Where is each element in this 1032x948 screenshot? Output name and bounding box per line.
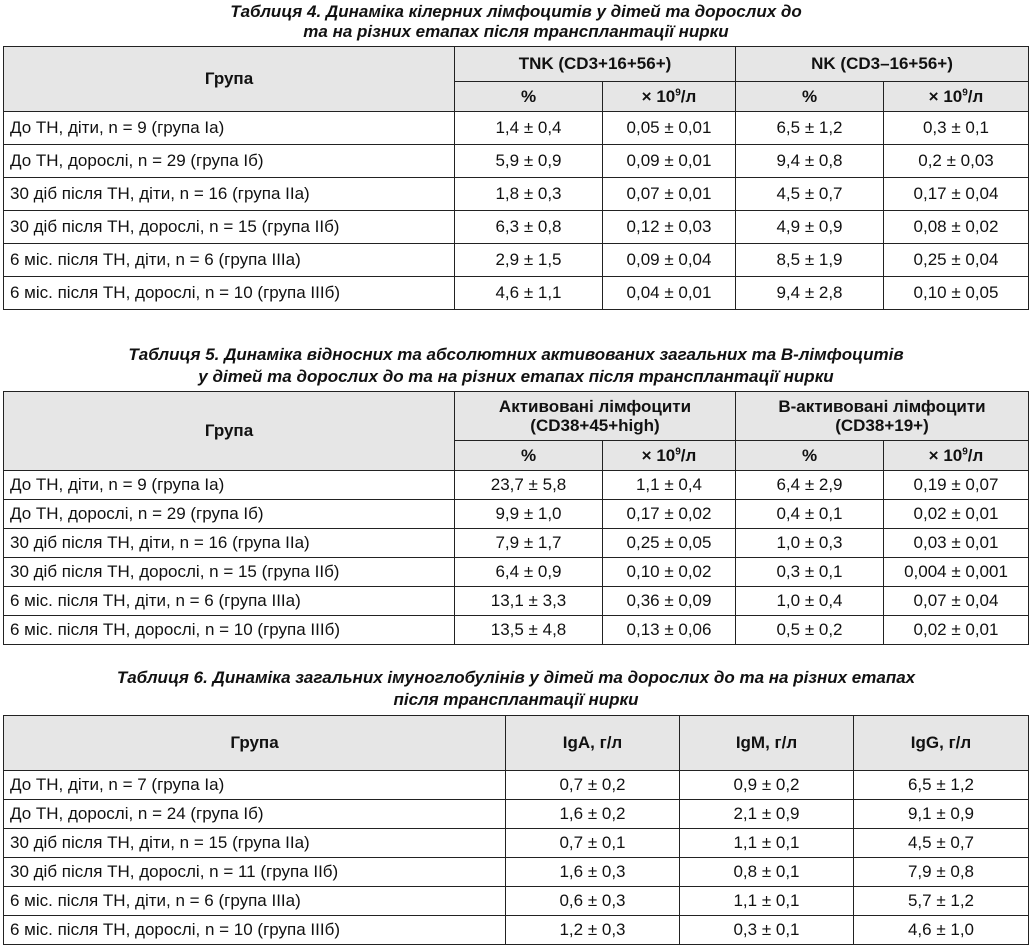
- table4-unit-abs: × $10^9/л$: [603, 82, 736, 112]
- value-cell: 0,19 ± 0,07: [884, 471, 1029, 500]
- value-cell: 23,7 ± 5,8: [455, 471, 603, 500]
- table5-caption-line1: Таблиця 5. Динаміка відносних та абсолютних активованих загальних та В-лімфоцитів: [128, 345, 904, 364]
- value-cell: 0,17 ± 0,04: [884, 178, 1029, 211]
- value-cell: 0,07 ± 0,01: [603, 178, 736, 211]
- group-cell: До ТН, дорослі, n = 29 (група Іб): [4, 145, 455, 178]
- value-cell: 1,2 ± 0,3: [506, 916, 680, 945]
- value-cell: 9,4 ± 2,8: [736, 277, 884, 310]
- value-cell: 4,6 ± 1,1: [455, 277, 603, 310]
- value-cell: 6,4 ± 2,9: [736, 471, 884, 500]
- value-cell: 0,7 ± 0,1: [506, 829, 680, 858]
- group-cell: До ТН, дорослі, n = 29 (група Іб): [4, 500, 455, 529]
- value-cell: 0,10 ± 0,05: [884, 277, 1029, 310]
- table4: [3, 46, 1029, 310]
- table-row: [4, 178, 1029, 211]
- value-cell: 1,6 ± 0,3: [506, 858, 680, 887]
- table5-col-activated: [455, 392, 736, 441]
- table5-caption-line2: у дітей та дорослих до та на різних етапах після трансплантації нирки: [198, 367, 834, 386]
- table5-unit-abs: × $10^9/л$: [884, 441, 1029, 471]
- table4-unit-pct: %: [736, 82, 884, 112]
- value-cell: 0,3 ± 0,1: [884, 112, 1029, 145]
- table5: [3, 391, 1029, 645]
- value-cell: 0,13 ± 0,06: [603, 616, 736, 645]
- value-cell: 1,0 ± 0,4: [736, 587, 884, 616]
- table4-group-header: Група: [4, 47, 455, 112]
- value-cell: 0,17 ± 0,02: [603, 500, 736, 529]
- table-row: [4, 500, 1029, 529]
- table6-col-iga: IgA, г/л: [506, 716, 680, 771]
- value-cell: 0,9 ± 0,2: [680, 771, 854, 800]
- value-cell: 7,9 ± 0,8: [854, 858, 1029, 887]
- value-cell: 0,12 ± 0,03: [603, 211, 736, 244]
- value-cell: 0,7 ± 0,2: [506, 771, 680, 800]
- value-cell: 0,5 ± 0,2: [736, 616, 884, 645]
- group-cell: До ТН, дорослі, n = 24 (група Іб): [4, 800, 506, 829]
- table-row: [4, 829, 1029, 858]
- table6-caption-line1: Таблиця 6. Динаміка загальних імуноглобулінів у дітей та дорослих до та на різних етапах: [116, 668, 916, 687]
- group-cell: 30 діб після ТН, діти, n = 15 (група ІІа): [4, 829, 506, 858]
- group-cell: 30 діб після ТН, діти, n = 16 (група ІІа): [4, 178, 455, 211]
- value-cell: 0,02 ± 0,01: [884, 616, 1029, 645]
- value-cell: 0,4 ± 0,1: [736, 500, 884, 529]
- group-cell: 6 міс. після ТН, дорослі, n = 10 (група ІІІб): [4, 616, 455, 645]
- value-cell: 5,9 ± 0,9: [455, 145, 603, 178]
- value-cell: 2,9 ± 1,5: [455, 244, 603, 277]
- table-row: [4, 616, 1029, 645]
- value-cell: 1,1 ± 0,1: [680, 829, 854, 858]
- table5-col-b-activated-line2: (CD38+19+): [835, 416, 929, 435]
- group-cell: До ТН, діти, n = 7 (група Іа): [4, 771, 506, 800]
- value-cell: 9,1 ± 0,9: [854, 800, 1029, 829]
- value-cell: 1,8 ± 0,3: [455, 178, 603, 211]
- value-cell: 0,2 ± 0,03: [884, 145, 1029, 178]
- group-cell: 6 міс. після ТН, дорослі, n = 10 (група ІІІб): [4, 916, 506, 945]
- table-row: [4, 858, 1029, 887]
- table-row: [4, 887, 1029, 916]
- table4-col-tnk: TNK (CD3+16+56+): [455, 47, 736, 82]
- table-row: [4, 471, 1029, 500]
- table-row: [4, 112, 1029, 145]
- table-row: [4, 771, 1029, 800]
- table-row: [4, 277, 1029, 310]
- group-cell: 30 діб після ТН, дорослі, n = 15 (група ІІб): [4, 211, 455, 244]
- value-cell: 4,5 ± 0,7: [854, 829, 1029, 858]
- value-cell: 1,1 ± 0,1: [680, 887, 854, 916]
- table5-unit-pct: %: [455, 441, 603, 471]
- value-cell: 7,9 ± 1,7: [455, 529, 603, 558]
- value-cell: 13,1 ± 3,3: [455, 587, 603, 616]
- value-cell: 0,03 ± 0,01: [884, 529, 1029, 558]
- value-cell: 1,0 ± 0,3: [736, 529, 884, 558]
- table-row: [4, 558, 1029, 587]
- value-cell: 4,6 ± 1,0: [854, 916, 1029, 945]
- value-cell: 1,6 ± 0,2: [506, 800, 680, 829]
- value-cell: 0,09 ± 0,01: [603, 145, 736, 178]
- group-cell: 30 діб після ТН, дорослі, n = 15 (група ІІб): [4, 558, 455, 587]
- group-cell: 6 міс. після ТН, діти, n = 6 (група ІІІа): [4, 587, 455, 616]
- table5-col-b-activated: [736, 392, 1029, 441]
- value-cell: 5,7 ± 1,2: [854, 887, 1029, 916]
- table5-unit-pct: %: [736, 441, 884, 471]
- value-cell: 6,3 ± 0,8: [455, 211, 603, 244]
- value-cell: 0,36 ± 0,09: [603, 587, 736, 616]
- table6-col-igm: IgM, г/л: [680, 716, 854, 771]
- value-cell: 0,004 ± 0,001: [884, 558, 1029, 587]
- table6-group-header: Група: [4, 716, 506, 771]
- value-cell: 0,25 ± 0,05: [603, 529, 736, 558]
- value-cell: 9,9 ± 1,0: [455, 500, 603, 529]
- value-cell: 6,5 ± 1,2: [736, 112, 884, 145]
- table6-col-igg: IgG, г/л: [854, 716, 1029, 771]
- value-cell: 0,8 ± 0,1: [680, 858, 854, 887]
- value-cell: 0,07 ± 0,04: [884, 587, 1029, 616]
- table5-unit-abs: × $10^9/л$: [603, 441, 736, 471]
- value-cell: 0,09 ± 0,04: [603, 244, 736, 277]
- table-row: [4, 916, 1029, 945]
- table4-unit-abs: × $10^9/л$: [884, 82, 1029, 112]
- table-row: [4, 587, 1029, 616]
- value-cell: 0,08 ± 0,02: [884, 211, 1029, 244]
- value-cell: 0,02 ± 0,01: [884, 500, 1029, 529]
- value-cell: 0,3 ± 0,1: [736, 558, 884, 587]
- value-cell: 2,1 ± 0,9: [680, 800, 854, 829]
- table-row: [4, 145, 1029, 178]
- value-cell: 1,1 ± 0,4: [603, 471, 736, 500]
- value-cell: 4,5 ± 0,7: [736, 178, 884, 211]
- value-cell: 0,3 ± 0,1: [680, 916, 854, 945]
- value-cell: 0,6 ± 0,3: [506, 887, 680, 916]
- table4-caption-line2: та на різних етапах після трансплантації нирки: [303, 22, 729, 41]
- value-cell: 0,05 ± 0,01: [603, 112, 736, 145]
- table4-unit-pct: %: [455, 82, 603, 112]
- group-cell: До ТН, діти, n = 9 (група Іа): [4, 471, 455, 500]
- table5-col-activated-line2: (CD38+45+high): [530, 416, 660, 435]
- value-cell: 0,04 ± 0,01: [603, 277, 736, 310]
- value-cell: 6,4 ± 0,9: [455, 558, 603, 587]
- value-cell: 0,10 ± 0,02: [603, 558, 736, 587]
- table6: [3, 715, 1029, 945]
- table5-col-activated-line1: Активовані лімфоцити: [498, 397, 692, 416]
- table5-group-header: Група: [4, 392, 455, 471]
- value-cell: 1,4 ± 0,4: [455, 112, 603, 145]
- value-cell: 13,5 ± 4,8: [455, 616, 603, 645]
- group-cell: 30 діб після ТН, дорослі, n = 11 (група ІІб): [4, 858, 506, 887]
- table4-col-nk: NK (CD3–16+56+): [736, 47, 1029, 82]
- value-cell: 0,25 ± 0,04: [884, 244, 1029, 277]
- table-row: [4, 244, 1029, 277]
- group-cell: До ТН, діти, n = 9 (група Іа): [4, 112, 455, 145]
- table-row: [4, 800, 1029, 829]
- group-cell: 30 діб після ТН, діти, n = 16 (група ІІа): [4, 529, 455, 558]
- value-cell: 4,9 ± 0,9: [736, 211, 884, 244]
- table-row: [4, 529, 1029, 558]
- table6-caption-line2: після трансплантації нирки: [393, 690, 639, 709]
- value-cell: 6,5 ± 1,2: [854, 771, 1029, 800]
- group-cell: 6 міс. після ТН, діти, n = 6 (група ІІІа): [4, 244, 455, 277]
- value-cell: 8,5 ± 1,9: [736, 244, 884, 277]
- group-cell: 6 міс. після ТН, дорослі, n = 10 (група ІІІб): [4, 277, 455, 310]
- table4-caption-line1: Таблиця 4. Динаміка кілерних лімфоцитів у дітей та дорослих до: [230, 2, 802, 21]
- group-cell: 6 міс. після ТН, діти, n = 6 (група ІІІа): [4, 887, 506, 916]
- table5-col-b-activated-line1: В-активовані лімфоцити: [778, 397, 986, 416]
- value-cell: 9,4 ± 0,8: [736, 145, 884, 178]
- table-row: [4, 211, 1029, 244]
